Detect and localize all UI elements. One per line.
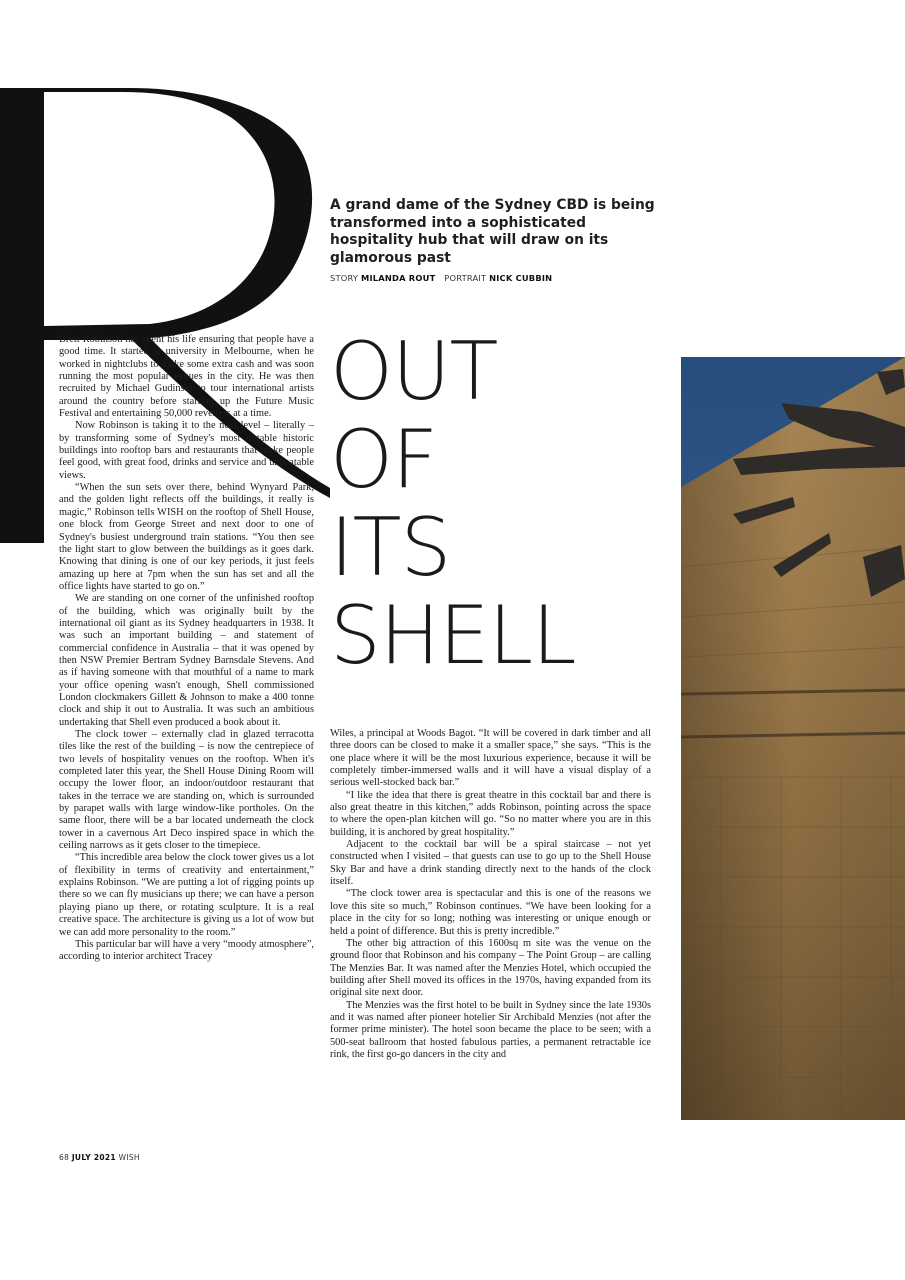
paragraph: “When the sun sets over there, behind Wynyard Park, and the golden light reflects off the buildings, it really is magic,” Robinson tells WISH on the rooftop of Shell House, one block from George Street and next door to one of Sydney's busiest underground train stations. “You then see the light start to glow between the buildings as it goes dark. Knowing that dining is one of our key periods, it just feels amazing up here at 7pm when the sun has set and all the office lights have started to go on.” — [59, 482, 314, 592]
paragraph: “I like the idea that there is great theatre in this cocktail bar and there is also great theatre in this kitchen,” adds Robinson, pointing across the space to where the open-plan kitchen will go. “So no matter where you are in this building, it is anchored by great hospitality.” — [330, 789, 651, 838]
clock-tower-photo — [681, 357, 905, 1120]
page-folio — [59, 1153, 140, 1162]
story-label: STORY — [330, 273, 359, 283]
paragraph: The other big attraction of this 1600sq m site was the venue on the ground floor that Robinson and his company – The Point Group – are calling The Menzies Bar. It was named after the Menzies Hotel, which occupied the building after Shell moved its offices in the 1970s, having expanded from its original site next door. — [330, 937, 651, 999]
portrait-label: PORTRAIT — [444, 273, 487, 283]
page-number: 68 — [59, 1153, 70, 1162]
paragraph: Now Robinson is taking it to the next level – literally – by transforming some of Sydney's most notable historic buildings into rooftop bars and restaurants that make people feel good, with great food, drinks and service and unbeatable views. — [59, 420, 314, 481]
headline-line: OUT — [330, 325, 498, 418]
byline — [330, 273, 552, 283]
paragraph: Brett Robinson has spent his life ensuring that people have a good time. It started at university in Melbourne, when he worked in nightclubs to make some extra cash and was soon running the most popular venues in the city. He was then recruited by Michael Gudinski to tour international artists around the country before starting up the Future Music Festival and entertaining 50,000 revellers at a time. — [59, 334, 314, 420]
article-headline — [330, 325, 576, 682]
story-author: MILANDA ROUT — [361, 273, 436, 283]
paragraph: “The clock tower area is spectacular and this is one of the reasons we love this site so much,” Robinson continues. “We have been looking for a place in the city for so long; nothing was interesting or unique enough or held a point of difference. But this is pretty incredible.” — [330, 888, 651, 937]
headline-line: SHELL — [330, 589, 576, 682]
paragraph: Wiles, a principal at Woods Bagot. “It will be covered in dark timber and all three doors can be closed to make it a smaller space,” she says. “This is the one place where it will be the most luxurious experience, because it will be completely timber-immersed walls and it will have a visual display of a serious well-stocked back bar.” — [330, 728, 651, 789]
paragraph: “This incredible area below the clock tower gives us a lot of flexibility in terms of creativity and entertainment,” explains Robinson. “We are putting a lot of rigging points up there so we can fly musicians up there; we can have a person playing piano up there, or rotating sculpture. It is a real creative space. The architecture is giving us a lot of wow but we can add more personality to the room.” — [59, 852, 314, 938]
body-column-1 — [59, 334, 314, 964]
paragraph: The Menzies was the first hotel to be built in Sydney since the late 1930s and it was named after pioneer hotelier Sir Archibald Menzies (not after the former prime minister). The hotel soon became the place to be seen; with a 500-seat ballroom that hosted fabulous parties, a permanent retractable ice rink, the first go-go dancers in the city and — [330, 999, 651, 1060]
paragraph: Adjacent to the cocktail bar will be a spiral staircase – not yet constructed when I visited – that guests can use to go up to the Shell House Sky Bar and have a drink standing directly next to the hands of the clock itself. — [330, 839, 651, 888]
issue-date: JULY 2021 — [71, 1153, 116, 1162]
body-column-2 — [330, 728, 651, 1061]
paragraph: We are standing on one corner of the unfinished rooftop of the building, which was originally built by the international oil giant as its Sydney headquarters in 1938. It was such an important building – and statement of commercial confidence in Australia – that it was opened by then NSW Premier Bertram Sydney Barnsdale Stevens. And as if having someone with that mouthful of a name to mark your office opening wasn't enough, Shell commissioned London clockmakers Gillett & Johnson to make a 400 tonne clock and ship it out to Australia. It was such an ambitious undertaking that Shell even produced a book about it. — [59, 593, 314, 728]
headline-line: OF — [330, 413, 437, 506]
article-dek: A grand dame of the Sydney CBD is being transformed into a sophisticated hospitality hub that will draw on its glamorous past — [330, 197, 655, 266]
paragraph: The clock tower – externally clad in glazed terracotta tiles like the rest of the building – is now the centrepiece of two levels of hospitality venues on the rooftop. When it's completed later this year, the Shell House Dining Room will occupy the lower floor, an indoor/outdoor restaurant that takes in the terrace we are standing on, which is surrounded by parapet walls with large window-like portholes. On the same floor, there will be a bar located underneath the clock tower in a cavernous Art Deco inspired space in which the ceiling narrows as it gets closer to the timepiece. — [59, 729, 314, 852]
portrait-photographer: NICK CUBBIN — [489, 273, 553, 283]
paragraph: This particular bar will have a very “moody atmosphere”, according to interior architect Tracey — [59, 938, 314, 963]
magazine-name: WISH — [118, 1153, 140, 1162]
headline-line: ITS — [330, 501, 451, 594]
clock-tower-illustration — [681, 357, 905, 1120]
